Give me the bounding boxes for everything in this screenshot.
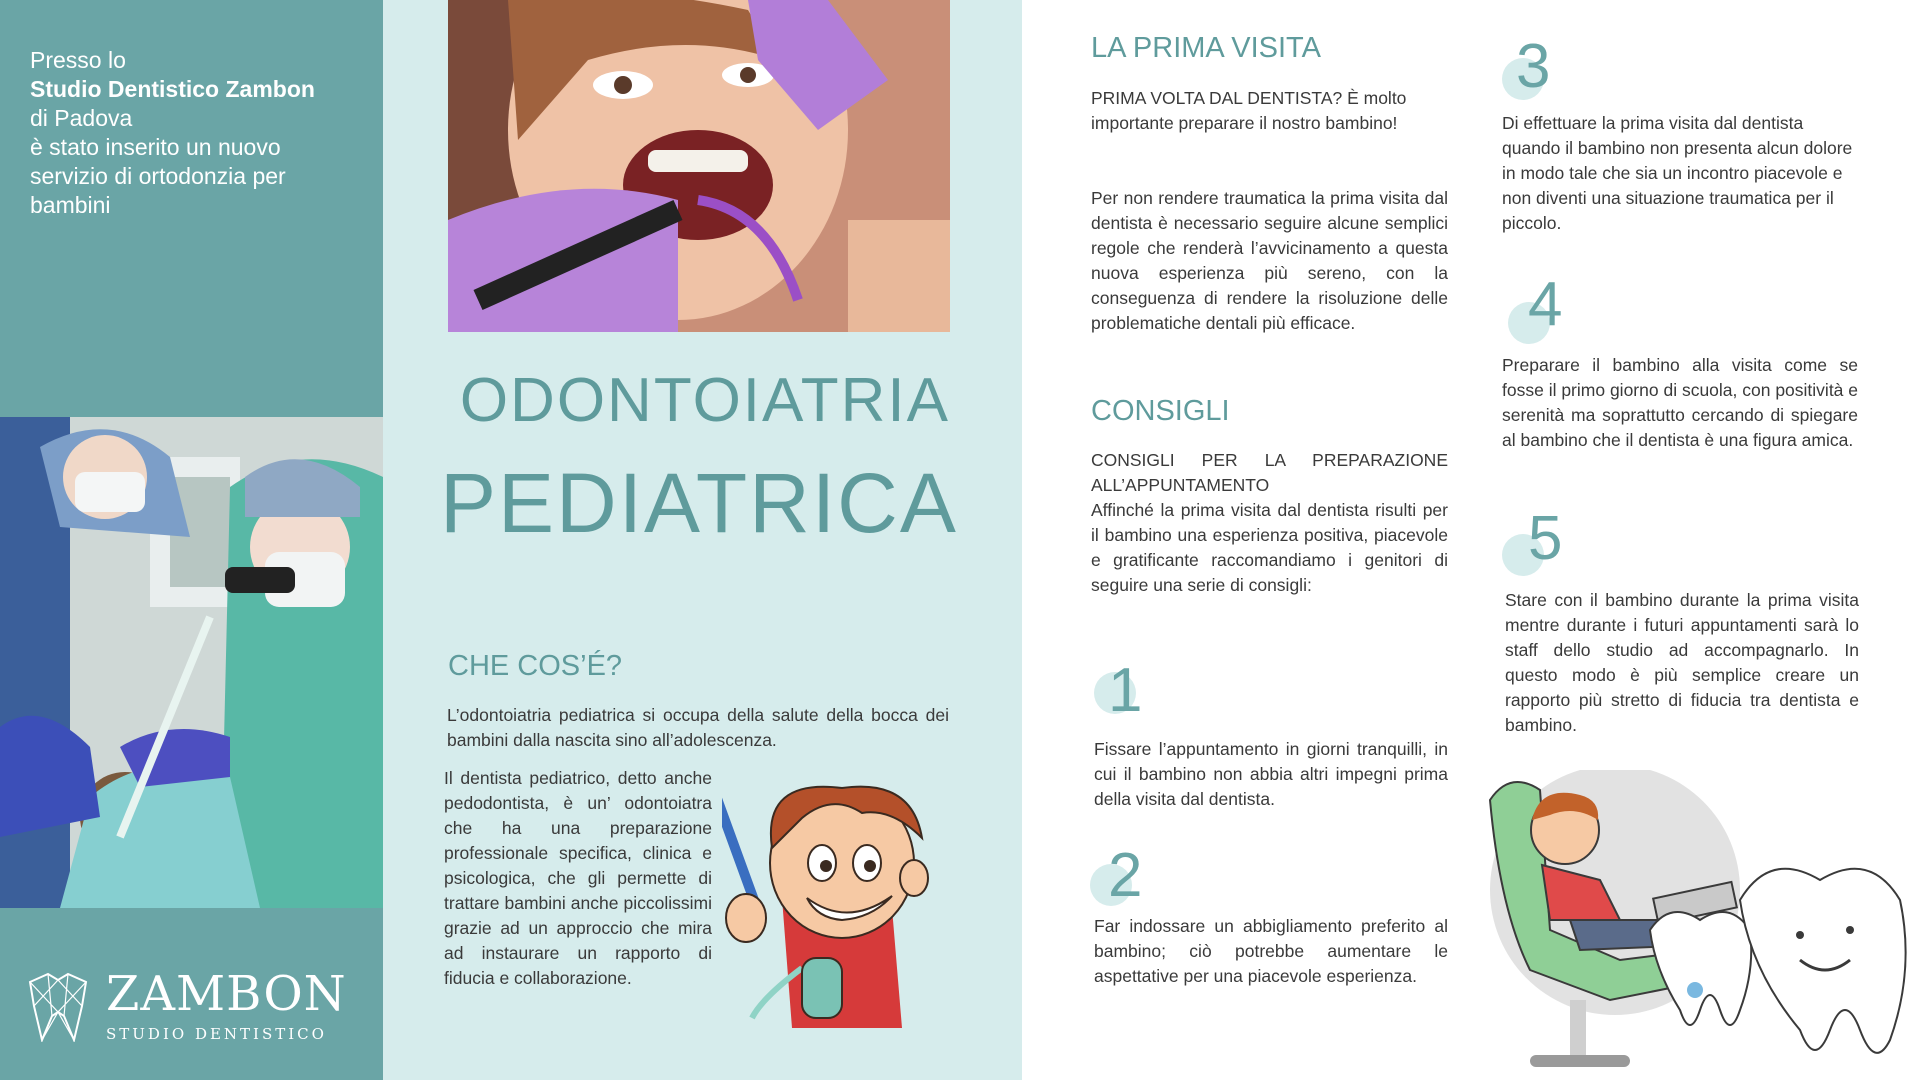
section-heading-prima-visita: LA PRIMA VISITA bbox=[1091, 32, 1321, 64]
intro-line: di Padova bbox=[30, 105, 133, 131]
title-line-1: ODONTOIATRIA bbox=[459, 366, 950, 435]
intro-text bbox=[30, 46, 370, 220]
step-text: Preparare il bambino alla visita come se fosse il primo giorno di scuola, con positività e serenità ma soprattutto cercando di spiegare al bambino che il dentista è una figura amica. bbox=[1502, 355, 1859, 450]
child-dental-photo bbox=[448, 0, 950, 332]
dental-chair-teeth-illustration bbox=[1470, 770, 1921, 1080]
section-heading-consigli: CONSIGLI bbox=[1091, 395, 1230, 427]
step-number: 1 bbox=[1108, 656, 1143, 725]
step-text: Di effettuare la prima visita dal dentista quando il bambino non presenta alcun dolore in modo tale che sia un incontro piacevole e non diventi una situazione traumatica per il piccolo. bbox=[1502, 113, 1853, 233]
cartoon-boy-toothbrush-illustration bbox=[722, 768, 942, 1028]
step-number: 4 bbox=[1528, 270, 1563, 339]
prima-visita-paragraph-2: Per non rendere traumatica la prima visita dal dentista è necessario seguire alcune semplici regole che renderà l’avvicinamento a questa nuova esperienza più sereno, con la conseguenza di rendere la risoluzione delle problematiche dentali più efficace. bbox=[1091, 188, 1448, 333]
tooth-logo-icon bbox=[26, 972, 90, 1042]
studio-name: Studio Dentistico Zambon bbox=[30, 76, 315, 102]
consigli-paragraph-2: Affinché la prima visita dal dentista risulti per il bambino una esperienza positiva, piacevole e gratificante raccomandiamo i genitori di seguire una serie di consigli: bbox=[1091, 500, 1448, 595]
dentist-team-photo bbox=[0, 417, 383, 908]
section-heading-che-cose: CHE COS’É? bbox=[448, 650, 623, 682]
step-text: Fissare l’appuntamento in giorni tranquilli, in cui il bambino non abbia altri impegni prima della visita dal dentista. bbox=[1094, 739, 1448, 809]
consigli-paragraph-1: CONSIGLI PER LA PREPARAZIONE ALL’APPUNTAMENTO bbox=[1091, 450, 1448, 495]
step-number: 3 bbox=[1516, 32, 1551, 101]
che-cose-paragraph-2: Il dentista pediatrico, detto anche pedodontista, è un’ odontoiatra che ha una preparazione professionale specifica, clinica e psicologica, che gli permette di trattare bambini anche piccolissimi grazie ad un approccio che mira ad instaurare un rapporto di fiducia e collaborazione. bbox=[444, 768, 712, 988]
prima-visita-paragraph-1: PRIMA VOLTA DAL DENTISTA? È molto importante preparare il nostro bambino! bbox=[1091, 88, 1407, 133]
intro-line: è stato inserito un nuovo bbox=[30, 134, 281, 160]
step-number: 5 bbox=[1528, 504, 1563, 573]
brand-name: ZAMBON bbox=[106, 966, 347, 1022]
brand-subtitle: STUDIO DENTISTICO bbox=[106, 1025, 327, 1043]
che-cose-paragraph-1: L’odontoiatria pediatrica si occupa della salute della bocca dei bambini dalla nascita sino all’adolescenza. bbox=[447, 705, 949, 750]
intro-line: bambini bbox=[30, 192, 111, 218]
step-text: Far indossare un abbigliamento preferito al bambino; ciò potrebbe aumentare le aspettative per una piacevole esperienza. bbox=[1094, 916, 1448, 986]
intro-line: servizio di ortodonzia per bbox=[30, 163, 286, 189]
intro-line: Presso lo bbox=[30, 47, 126, 73]
step-text: Stare con il bambino durante la prima visita mentre durante i futuri appuntamenti sarà lo staff dello studio ad accompagnarlo. In questo modo è più semplice creare un rapporto più stretto di fiducia tra dentista e bambino. bbox=[1505, 590, 1859, 735]
step-number: 2 bbox=[1108, 841, 1143, 910]
title-line-2: PEDIATRICA bbox=[440, 456, 958, 550]
